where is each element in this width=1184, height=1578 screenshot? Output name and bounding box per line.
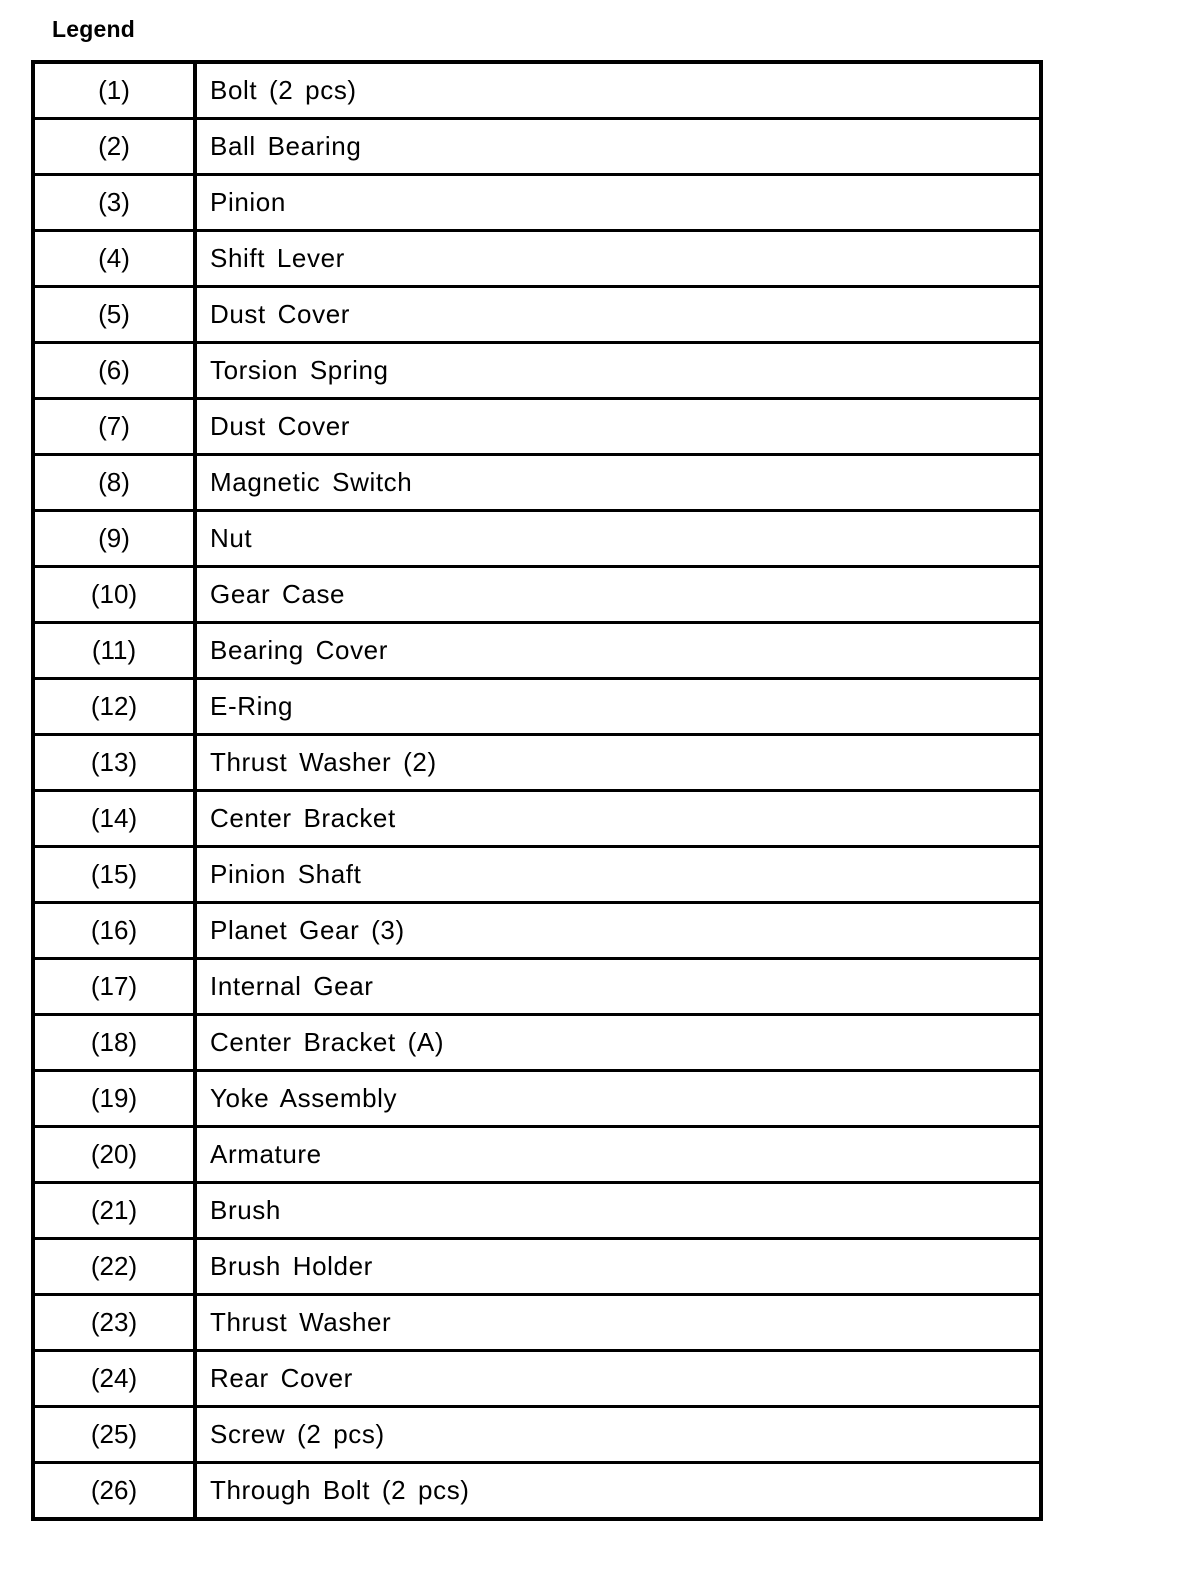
part-name: Internal Gear	[195, 959, 1041, 1015]
part-name: Pinion Shaft	[195, 847, 1041, 903]
part-number: (11)	[33, 623, 195, 679]
table-row	[33, 735, 1041, 791]
table-row	[33, 287, 1041, 343]
legend-title: Legend	[52, 16, 135, 42]
part-number: (21)	[33, 1183, 195, 1239]
table-row	[33, 231, 1041, 287]
part-number: (1)	[33, 62, 195, 119]
part-name: Bolt (2 pcs)	[195, 62, 1041, 119]
table-row	[33, 791, 1041, 847]
table-row	[33, 62, 1041, 119]
table-row	[33, 1463, 1041, 1520]
table-row	[33, 623, 1041, 679]
table-row	[33, 1239, 1041, 1295]
part-number: (22)	[33, 1239, 195, 1295]
table-row	[33, 511, 1041, 567]
part-name: Pinion	[195, 175, 1041, 231]
table-row	[33, 1407, 1041, 1463]
part-name: Dust Cover	[195, 287, 1041, 343]
table-row	[33, 399, 1041, 455]
table-row	[33, 959, 1041, 1015]
part-name: Rear Cover	[195, 1351, 1041, 1407]
part-number: (14)	[33, 791, 195, 847]
part-name: Yoke Assembly	[195, 1071, 1041, 1127]
table-row	[33, 1127, 1041, 1183]
table-row	[33, 847, 1041, 903]
part-number: (6)	[33, 343, 195, 399]
part-number: (20)	[33, 1127, 195, 1183]
part-number: (15)	[33, 847, 195, 903]
part-number: (9)	[33, 511, 195, 567]
part-name: Armature	[195, 1127, 1041, 1183]
part-number: (19)	[33, 1071, 195, 1127]
table-row	[33, 1015, 1041, 1071]
table-row	[33, 119, 1041, 175]
part-number: (7)	[33, 399, 195, 455]
part-name: Gear Case	[195, 567, 1041, 623]
part-name: Thrust Washer (2)	[195, 735, 1041, 791]
part-number: (2)	[33, 119, 195, 175]
part-number: (8)	[33, 455, 195, 511]
legend-table	[31, 60, 1043, 1521]
table-row	[33, 175, 1041, 231]
part-number: (4)	[33, 231, 195, 287]
table-row	[33, 1183, 1041, 1239]
part-name: Ball Bearing	[195, 119, 1041, 175]
part-name: Thrust Washer	[195, 1295, 1041, 1351]
part-name: Dust Cover	[195, 399, 1041, 455]
part-number: (24)	[33, 1351, 195, 1407]
part-number: (12)	[33, 679, 195, 735]
table-row	[33, 903, 1041, 959]
part-number: (25)	[33, 1407, 195, 1463]
part-name: Magnetic Switch	[195, 455, 1041, 511]
table-row	[33, 1071, 1041, 1127]
part-name: Planet Gear (3)	[195, 903, 1041, 959]
part-name: Torsion Spring	[195, 343, 1041, 399]
part-number: (26)	[33, 1463, 195, 1520]
part-number: (10)	[33, 567, 195, 623]
part-number: (18)	[33, 1015, 195, 1071]
part-number: (16)	[33, 903, 195, 959]
table-row	[33, 567, 1041, 623]
part-number: (3)	[33, 175, 195, 231]
part-number: (13)	[33, 735, 195, 791]
part-name: Brush	[195, 1183, 1041, 1239]
table-row	[33, 455, 1041, 511]
part-name: Center Bracket	[195, 791, 1041, 847]
table-row	[33, 679, 1041, 735]
part-name: Nut	[195, 511, 1041, 567]
part-name: Center Bracket (A)	[195, 1015, 1041, 1071]
part-name: Brush Holder	[195, 1239, 1041, 1295]
part-number: (17)	[33, 959, 195, 1015]
table-row	[33, 343, 1041, 399]
part-name: Bearing Cover	[195, 623, 1041, 679]
part-number: (5)	[33, 287, 195, 343]
part-name: E-Ring	[195, 679, 1041, 735]
part-name: Screw (2 pcs)	[195, 1407, 1041, 1463]
part-name: Through Bolt (2 pcs)	[195, 1463, 1041, 1520]
table-row	[33, 1351, 1041, 1407]
table-row	[33, 1295, 1041, 1351]
part-number: (23)	[33, 1295, 195, 1351]
part-name: Shift Lever	[195, 231, 1041, 287]
